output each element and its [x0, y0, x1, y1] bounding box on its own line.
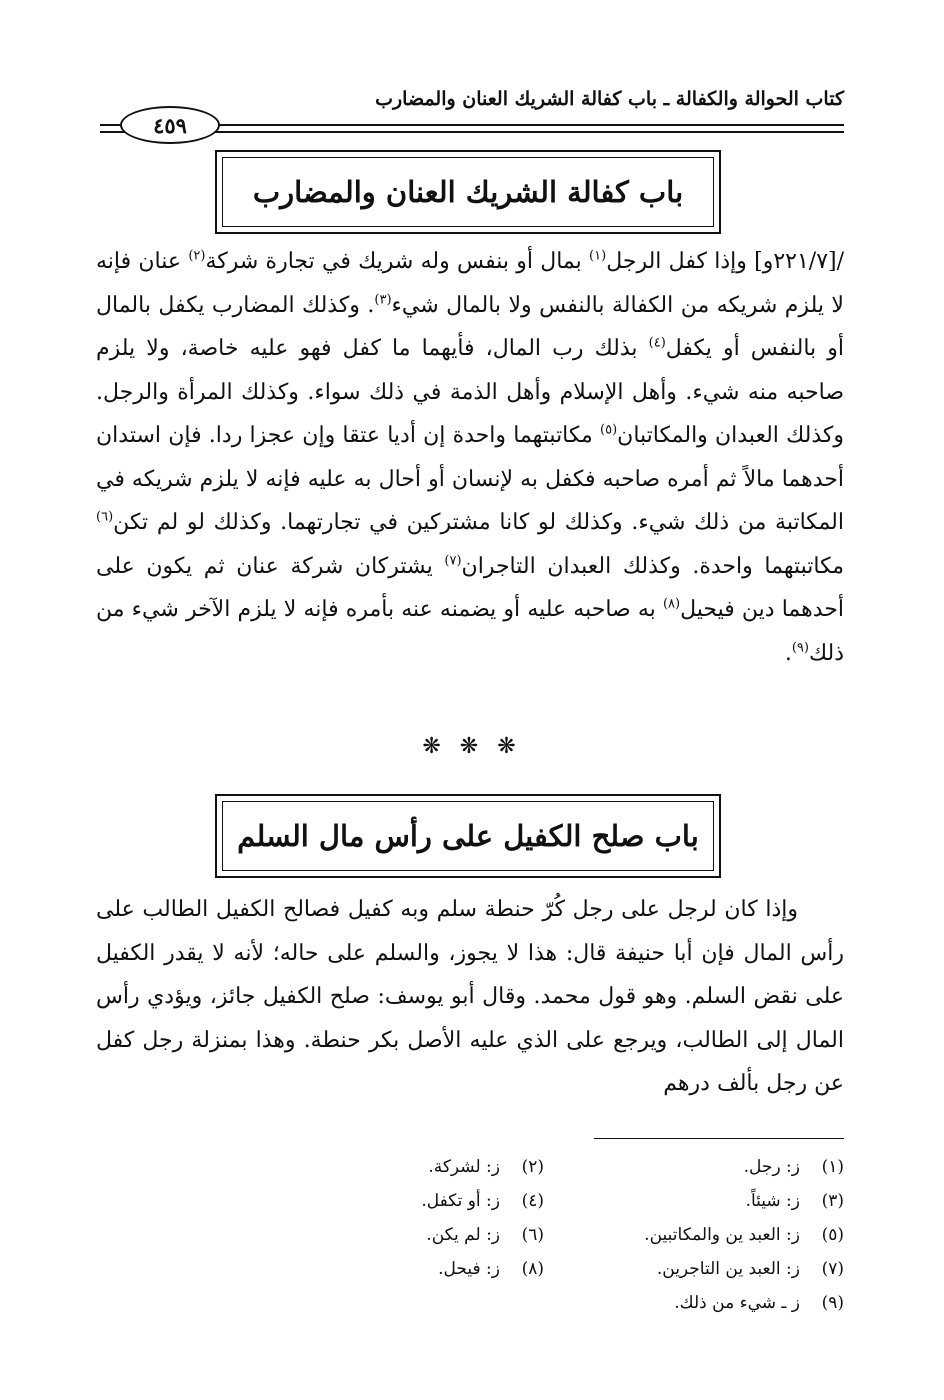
chapter-heading-2 [215, 794, 721, 878]
chapter-title: باب كفالة الشريك العنان والمضارب [222, 157, 714, 227]
footnote-number: (٢) [521, 1157, 544, 1177]
chapter-heading-1 [215, 150, 721, 234]
footnote-text: ز: العبد ين والمكاتبين. [644, 1225, 800, 1245]
footnote-rule [594, 1138, 844, 1139]
section-divider: ❋ ❋ ❋ [422, 734, 522, 759]
footnote-item [284, 1184, 544, 1218]
chapter-1-paragraph [96, 240, 844, 710]
footnote-number: (١) [821, 1157, 844, 1177]
footnote-ref[interactable]: (٣) [374, 292, 392, 308]
footnote-text: ز: رجل. [743, 1157, 800, 1177]
chapter-2-paragraph [96, 888, 844, 1128]
footnote-text: ز: لشركة. [428, 1157, 500, 1177]
footnote-item [584, 1252, 844, 1286]
footnote-ref[interactable]: (٨) [662, 596, 681, 612]
footnotes [284, 1150, 844, 1320]
footnote-item [584, 1184, 844, 1218]
footnote-ref[interactable]: (٤) [648, 335, 666, 351]
footnote-ref[interactable]: (٢) [188, 248, 206, 264]
footnote-item [284, 1218, 544, 1252]
footnote-text: ز: شيئاً. [745, 1191, 800, 1211]
footnote-item [584, 1286, 844, 1320]
running-title: كتاب الحوالة والكفالة ـ باب كفالة الشريك العنان والمضارب [375, 88, 844, 110]
running-header [100, 84, 844, 118]
footnote-text: ز: لم يكن. [426, 1225, 500, 1245]
footnote-number: (٣) [821, 1191, 844, 1211]
text-run: مكاتبتهما واحدة. وكذلك العبدان التاجران [461, 553, 844, 579]
text-run: مكاتبتهما واحدة إن أديا عتقا وإن عجزا ردا. فإن استدان أحدهما مالاً ثم أمره صاحبه فكفل به لإنسان أو أحال به عليه فإنه لا يلزم شريكه في المكاتبة من ذلك شيء. وكذلك لو كانا مشتركين في تجارتهما. وكذلك لو لم تكن [96, 423, 844, 535]
text-run: . وكذلك المضارب يكفل بالمال أو بالنفس أو يكفل [96, 292, 844, 361]
footnote-ref[interactable]: (٥) [600, 422, 618, 438]
footnote-ref[interactable]: (٧) [444, 553, 462, 569]
text-run: عنان فإنه لا يلزم شريكه من الكفالة بالنفس ولا بالمال شيء [96, 249, 844, 318]
footnote-text: ز: أو تكفل. [421, 1191, 500, 1211]
footnote-ref[interactable]: (١) [589, 248, 607, 264]
text-run: بذلك رب المال، فأيهما ما كفل فهو عليه خاصة، ولا يلزم صاحبه منه شيء. وأهل الإسلام وأهل الذمة في ذلك سواء. وكذلك المرأة والرجل. وكذلك العبدان والمكاتبان [96, 336, 844, 448]
text-run: وإذا كان لرجل على رجل كُرّ حنطة سلم وبه كفيل فصالح الكفيل الطالب على رأس المال فإن أبا حنيفة قال: هذا لا يجوز، والسلم على حاله؛ لأنه لا يقدر الكفيل على نقض السلم. وهو قول محمد. وقال أبو يوسف: صلح الكفيل جائز، ويؤدي رأس المال إلى الطالب، ويرجع على الذي عليه الأصل بكر حنطة. وهذا بمنزلة رجل كفل عن رجل بألف درهم [96, 897, 844, 1096]
footnote-number: (٤) [521, 1191, 544, 1211]
text-run: يشتركان شركة عنان ثم يكون على أحدهما دين فيحيل [96, 553, 844, 622]
footnote-number: (٥) [821, 1225, 844, 1245]
footnote-item [584, 1150, 844, 1184]
footnote-text: ز: العبد ين التاجرين. [656, 1259, 800, 1279]
footnote-number: (٦) [521, 1225, 544, 1245]
page-number: ٤٥٩ [120, 106, 220, 144]
footnote-text: ز: فيحل. [438, 1259, 500, 1279]
footnote-number: (٩) [821, 1293, 844, 1313]
text-run: . [784, 640, 792, 666]
footnote-number: (٨) [521, 1259, 544, 1279]
footnote-item [284, 1252, 544, 1286]
footnote-ref[interactable]: (٩) [791, 640, 809, 656]
footnote-number: (٧) [821, 1259, 844, 1279]
text-run: بمال أو بنفس وله شريك في تجارة شركة [205, 249, 590, 274]
text-run: به صاحبه عليه أو يضمنه عنه بأمره فإنه لا يلزم الآخر شيء من ذلك [96, 597, 844, 666]
footnote-ref[interactable]: (٦) [96, 509, 114, 525]
text-run: /[٢٢١/٧و] وإذا كفل الرجل [606, 249, 845, 274]
footnote-item [584, 1218, 844, 1252]
chapter-title: باب صلح الكفيل على رأس مال السلم [222, 801, 714, 871]
footnote-text: ز ـ شيء من ذلك. [674, 1293, 800, 1313]
footnote-item [284, 1150, 544, 1184]
